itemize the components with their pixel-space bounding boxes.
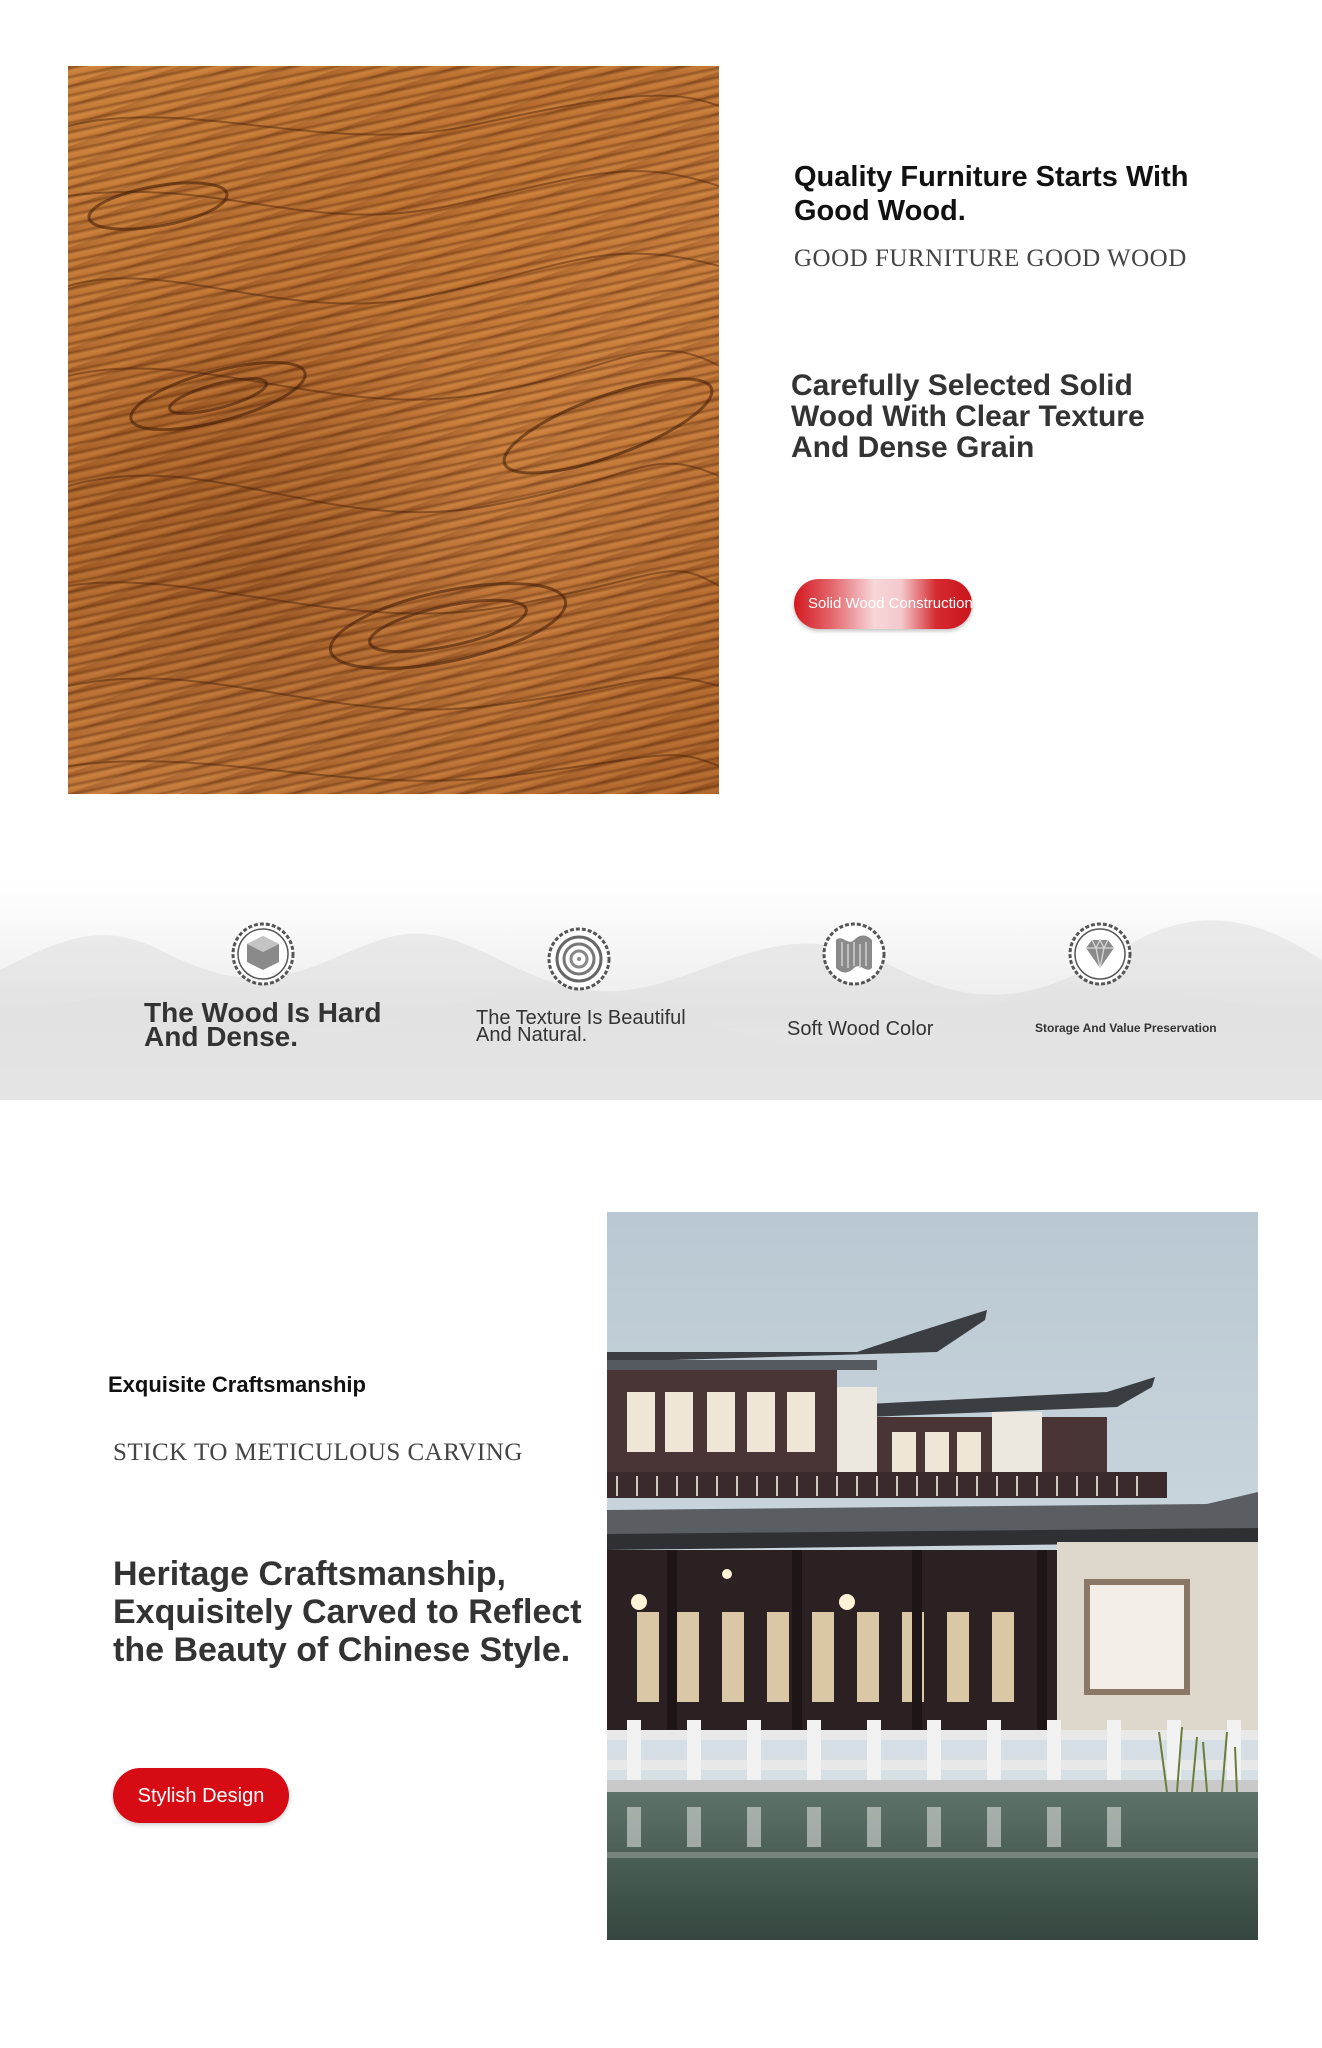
mountain-backdrop <box>0 880 1322 1100</box>
wood-rings-icon <box>545 925 613 993</box>
feature-label-hard-dense: The Wood Is Hard And Dense. <box>144 997 382 1052</box>
wood-section-title: Quality Furniture Starts With Good Wood. <box>794 161 1189 227</box>
chinese-house-illustration <box>607 1212 1258 1940</box>
stylish-design-label: Stylish Design <box>137 1785 265 1807</box>
wood-grain-texture <box>68 66 719 794</box>
wood-grain-icon <box>820 920 888 988</box>
solid-wood-construction-label: Solid Wood Construction <box>808 595 973 612</box>
feature-label-storage: Storage And Value Preservation <box>1035 1021 1217 1035</box>
solid-wood-construction-button[interactable] <box>794 579 972 629</box>
wood-section-subtitle: GOOD FURNITURE GOOD WOOD <box>794 245 1187 272</box>
feature-label-soft-color: Soft Wood Color <box>787 1018 934 1040</box>
craft-section-headline: Heritage Craftsmanship, Exquisitely Carved to Reflect the Beauty of Chinese Style. <box>113 1555 582 1669</box>
diamond-icon <box>1066 920 1134 988</box>
chinese-house-photo <box>607 1212 1258 1940</box>
stylish-design-button[interactable] <box>113 1768 289 1823</box>
feature-band <box>0 880 1322 1100</box>
feature-label-texture: The Texture Is Beautiful And Natural. <box>476 1007 686 1046</box>
wood-grain-photo <box>68 66 719 794</box>
craft-section-title: Exquisite Craftsmanship <box>108 1372 366 1397</box>
craft-section-subtitle: STICK TO METICULOUS CARVING <box>113 1439 523 1466</box>
cube-icon <box>229 920 297 988</box>
wood-section-headline: Carefully Selected Solid Wood With Clear Texture And Dense Grain <box>791 369 1145 464</box>
